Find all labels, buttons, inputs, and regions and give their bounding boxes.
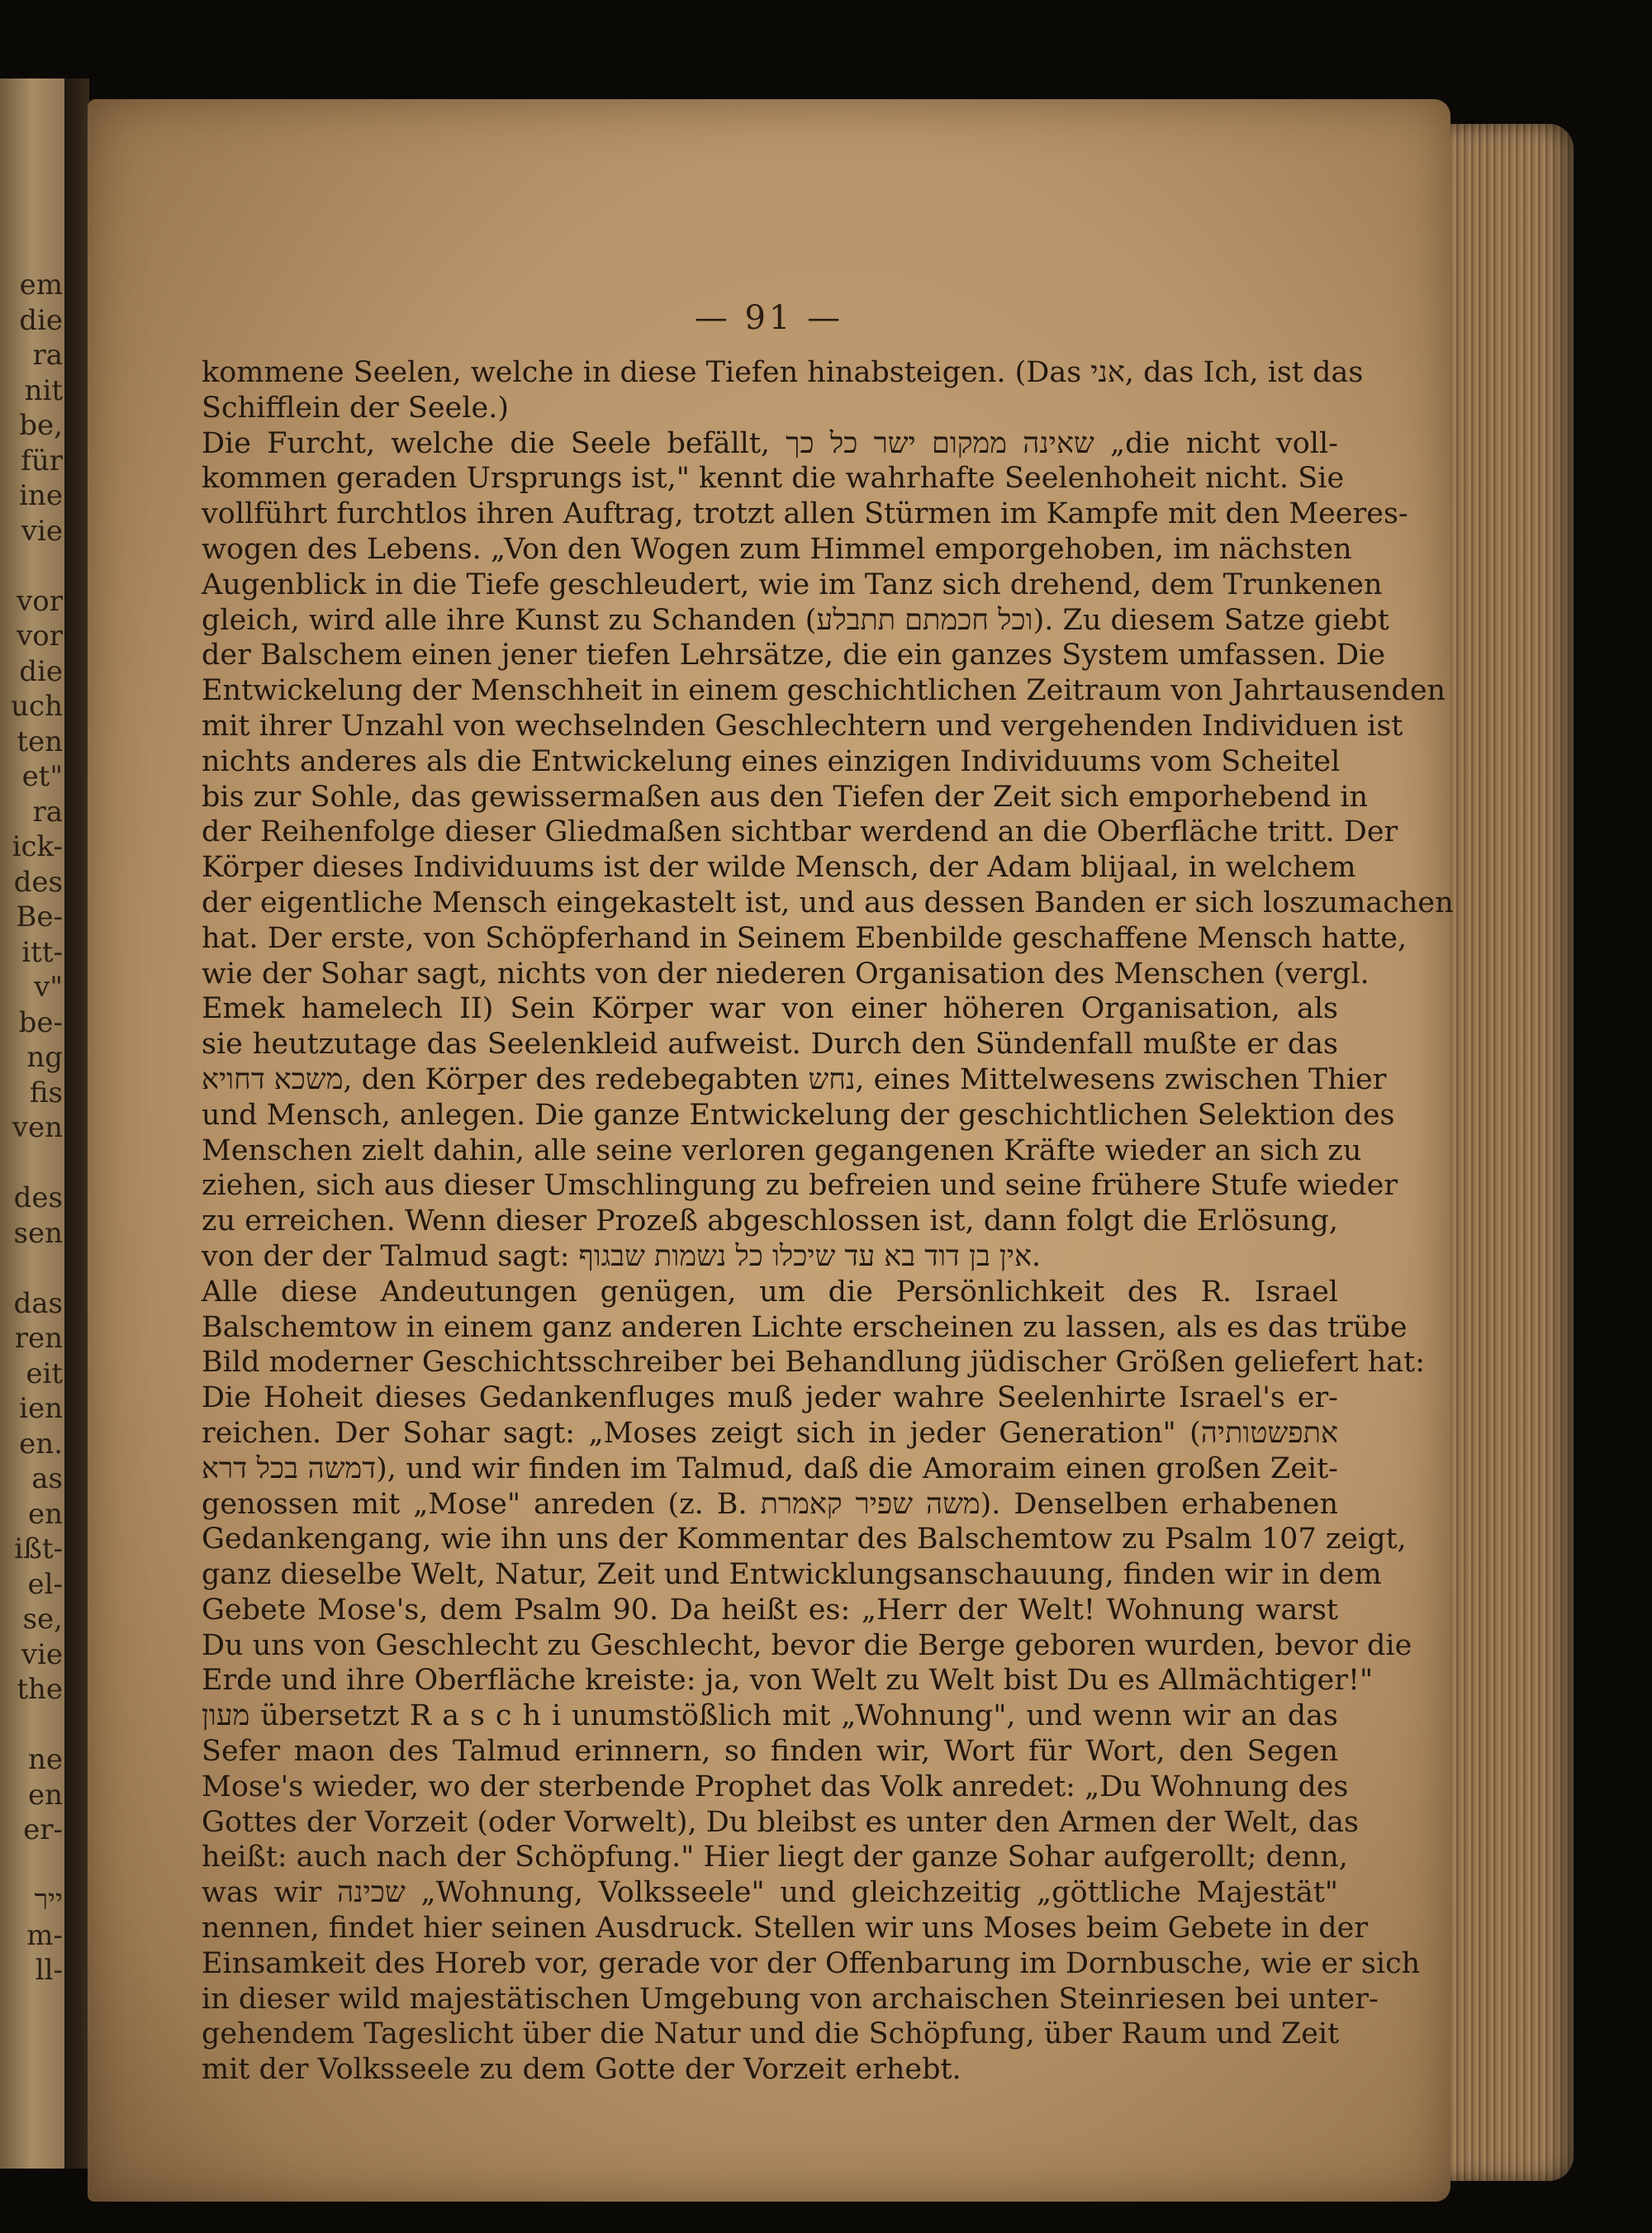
text-line: der Reihenfolge dieser Gliedmaßen sichtbar werdend an die Oberfläche tritt. Der <box>202 815 1398 849</box>
text-line: Erde und ihre Oberfläche kreiste: ja, von Welt zu Welt bist Du es Allmächtiger!" <box>202 1664 1374 1698</box>
previous-page-fragment: ll- <box>35 1954 63 1987</box>
body-text <box>202 355 1454 2088</box>
text-line: Menschen zielt dahin, alle seine verloren gegangenen Kräfte wieder an sich zu <box>202 1133 1362 1167</box>
previous-page-fragment: ine <box>19 479 63 512</box>
text-line: Sefer maon des Talmud erinnern, so finden wir, Wort für Wort, den Segen <box>202 1735 1338 1769</box>
text-line: Du uns von Geschlecht zu Geschlecht, bevor die Berge geboren wurden, bevor die <box>202 1628 1412 1662</box>
text-line: hat. Der erste, von Schöpferhand in Seinem Ebenbilde geschaffene Mensch hatte, <box>202 921 1408 955</box>
text-line: מעון übersetzt R a s c h i unumstößlich mit „Wohnung", und wenn wir an das <box>202 1699 1338 1733</box>
previous-page-fragment: für <box>21 444 63 477</box>
text-line: Mose's wieder, wo der sterbende Prophet das Volk anredet: „Du Wohnung des <box>202 1770 1349 1803</box>
text-line: Gebete Mose's, dem Psalm 90. Da heißt es: „Herr der Welt! Wohnung warst <box>202 1593 1338 1627</box>
previous-page-fragment: en <box>27 1778 63 1812</box>
book-gutter <box>64 78 89 2169</box>
previous-page-fragment: ne <box>27 1743 63 1776</box>
text-line: Die Furcht, welche die Seele befällt, שאינה ממקום ישר כל כך „die nicht voll- <box>202 426 1338 460</box>
text-line: heißt: auch nach der Schöpfung." Hier liegt der ganze Sohar aufgerollt; denn, <box>202 1841 1348 1874</box>
previous-page-fragment: ick- <box>12 830 63 863</box>
text-line: bis zur Sohle, das gewissermaßen aus den Tiefen der Zeit sich emporhebend in <box>202 780 1369 814</box>
previous-page-fragment: die <box>19 303 63 337</box>
text-line: Balschemtow in einem ganz anderen Lichte erscheinen zu lassen, als es das trübe <box>202 1310 1408 1344</box>
previous-page-fragment: ra <box>32 795 63 829</box>
previous-page-fragment: ien <box>19 1392 63 1425</box>
text-line: Entwickelung der Menschheit in einem geschichtlichen Zeitraum von Jahrtausenden <box>202 674 1446 708</box>
text-line: mit ihrer Unzahl von wechselnden Geschlechtern und vergehenden Individuen ist <box>202 709 1403 743</box>
previous-page-fragment: die <box>19 654 63 688</box>
previous-page-fragment: et" <box>21 760 63 793</box>
text-line: der Balschem einen jener tiefen Lehrsätze, die ein ganzes System umfassen. Die <box>202 639 1386 672</box>
text-line: genossen mit „Mose" anreden (z. B. משה שפיר קאמרת). Denselben erhabenen <box>202 1487 1338 1521</box>
text-line: sie heutzutage das Seelenkleid aufweist. Durch den Sündenfall mußte er das <box>202 1028 1338 1062</box>
previous-page-fragment: nit <box>24 373 63 407</box>
text-line: Augenblick in die Tiefe geschleudert, wie im Tanz sich drehend, dem Trunkenen <box>202 568 1383 601</box>
previous-page-fragment: be, <box>19 409 63 442</box>
previous-page-fragment: sen <box>13 1216 63 1250</box>
text-line: wogen des Lebens. „Von den Wogen zum Himmel emporgehoben, im nächsten <box>202 532 1352 566</box>
previous-page-fragment: ra <box>32 339 63 372</box>
text-line: von der der Talmud sagt: אין בן דוד בא עד שיכלו כל נשמות שבגוף. <box>202 1239 1042 1273</box>
text-line: was wir שכינה „Wohnung, Volksseele" und gleichzeitig „göttliche Majestät" <box>202 1876 1339 1910</box>
book-page <box>88 99 1454 2202</box>
text-line: Körper dieses Individuums ist der wilde Mensch, der Adam blijaal, in welchem <box>202 851 1356 885</box>
text-line: Schifflein der Seele.) <box>202 391 510 425</box>
text-line: reichen. Der Sohar sagt: „Moses zeigt sich in jeder Generation" (אתפשטותיה <box>202 1416 1338 1450</box>
previous-page-fragment: m- <box>26 1918 63 1952</box>
page-block-edges <box>1437 124 1574 2181</box>
previous-page-fragment: Be- <box>16 900 63 934</box>
previous-page-fragment: fis <box>29 1076 63 1109</box>
text-line: vollführt furchtlos ihren Auftrag, trotzt allen Stürmen im Kampfe mit den Meeres- <box>202 497 1408 531</box>
text-line: der eigentliche Mensch eingekastelt ist, und aus dessen Banden er sich loszumachen <box>202 886 1454 919</box>
previous-page-fragment: se, <box>22 1603 63 1636</box>
text-line: gleich, wird alle ihre Kunst zu Schanden (וכל חכמתם תתבלע). Zu diesem Satze giebt <box>202 603 1389 637</box>
text-line: kommen geraden Ursprungs ist," kennt die wahrhafte Seelenhoheit nicht. Sie <box>202 462 1345 496</box>
previous-page-fragment: eit <box>26 1356 63 1390</box>
text-line: ziehen, sich aus dieser Umschlingung zu befreien und seine frühere Stufe wieder <box>202 1169 1398 1203</box>
text-line: gehendem Tageslicht über die Natur und die Schöpfung, über Raum und Zeit <box>202 2017 1340 2051</box>
text-line: in dieser wild majestätischen Umgebung von archaischen Steinriesen bei unter- <box>202 1982 1379 2016</box>
previous-page-fragment: be- <box>18 1005 63 1039</box>
text-line: Die Hoheit dieses Gedankenfluges muß jeder wahre Seelenhirte Israel's er- <box>202 1381 1338 1415</box>
previous-page-fragment: vie <box>21 1637 63 1671</box>
previous-page-fragment: ren <box>14 1322 63 1355</box>
text-line: kommene Seelen, welche in diese Tiefen hinabsteigen. (Das אני, das Ich, ist das <box>202 356 1364 389</box>
text-line: ganz dieselbe Welt, Natur, Zeit und Entwicklungsanschauung, finden wir in dem <box>202 1558 1382 1592</box>
text-line: Alle diese Andeutungen genügen, um die Persönlichkeit des R. Israel <box>202 1275 1338 1309</box>
previous-page-fragment: des <box>13 865 63 899</box>
previous-page-fragment: ייר <box>34 1884 63 1917</box>
previous-page-fragment: itt- <box>21 935 63 969</box>
text-line: Emek hamelech II) Sein Körper war von einer höheren Organisation, als <box>202 992 1338 1026</box>
previous-page-fragment: das <box>13 1286 63 1320</box>
text-line: mit der Volksseele zu dem Gotte der Vorzeit erhebt. <box>202 2053 961 2087</box>
previous-page-fragment: em <box>19 268 63 302</box>
previous-page-fragment: the <box>17 1673 63 1706</box>
previous-page-fragment: en. <box>19 1427 63 1461</box>
text-line: zu erreichen. Wenn dieser Prozeß abgeschlossen ist, dann folgt die Erlösung, <box>202 1204 1338 1238</box>
previous-page-edge <box>0 78 67 2169</box>
previous-page-fragment: uch <box>11 690 63 723</box>
text-line: Einsamkeit des Horeb vor, gerade vor der Offenbarung im Dornbusche, wie er sich <box>202 1946 1421 1980</box>
text-line: משכא דחויא, den Körper des redebegabten נחש, eines Mittelwesens zwischen Thier <box>202 1062 1387 1096</box>
previous-page-fragment: er- <box>23 1813 63 1846</box>
previous-page-fragment: el- <box>27 1567 63 1601</box>
text-line: Bild moderner Geschichtsschreiber bei Behandlung jüdischer Größen geliefert hat: <box>202 1346 1426 1380</box>
text-line: nennen, findet hier seinen Ausdruck. Stellen wir uns Moses beim Gebete in der <box>202 1912 1369 1946</box>
text-line: דמשה בכל דרא), und wir finden im Talmud, daß die Amoraim einen großen Zeit- <box>202 1451 1338 1485</box>
previous-page-fragment: ten <box>17 725 63 758</box>
previous-page-fragment: ißt- <box>14 1532 63 1565</box>
text-line: wie der Sohar sagt, nichts von der niederen Organisation des Menschen (vergl. <box>202 957 1370 991</box>
previous-page-fragment: des <box>13 1181 63 1214</box>
previous-page-fragment: en <box>27 1497 63 1531</box>
text-line: und Mensch, anlegen. Die ganze Entwickelung der geschichtlichen Selektion des <box>202 1098 1395 1132</box>
text-line: nichts anderes als die Entwickelung eines einzigen Individuums vom Scheitel <box>202 744 1341 778</box>
previous-page-fragment: ng <box>26 1041 63 1074</box>
previous-page-fragment: vor <box>17 584 63 618</box>
previous-page-fragment: v" <box>34 971 63 1004</box>
previous-page-fragment: vor <box>17 620 63 653</box>
text-line: Gottes der Vorzeit (oder Vorwelt), Du bleibst es unter den Armen der Welt, das <box>202 1805 1359 1839</box>
text-line: Gedankengang, wie ihn uns der Kommentar des Balschemtow zu Psalm 107 zeigt, <box>202 1523 1407 1556</box>
previous-page-fragment: as <box>31 1462 63 1495</box>
previous-page-fragment: vie <box>21 514 63 548</box>
page-number: — 91 — <box>694 299 844 337</box>
previous-page-fragment: ven <box>12 1111 63 1144</box>
